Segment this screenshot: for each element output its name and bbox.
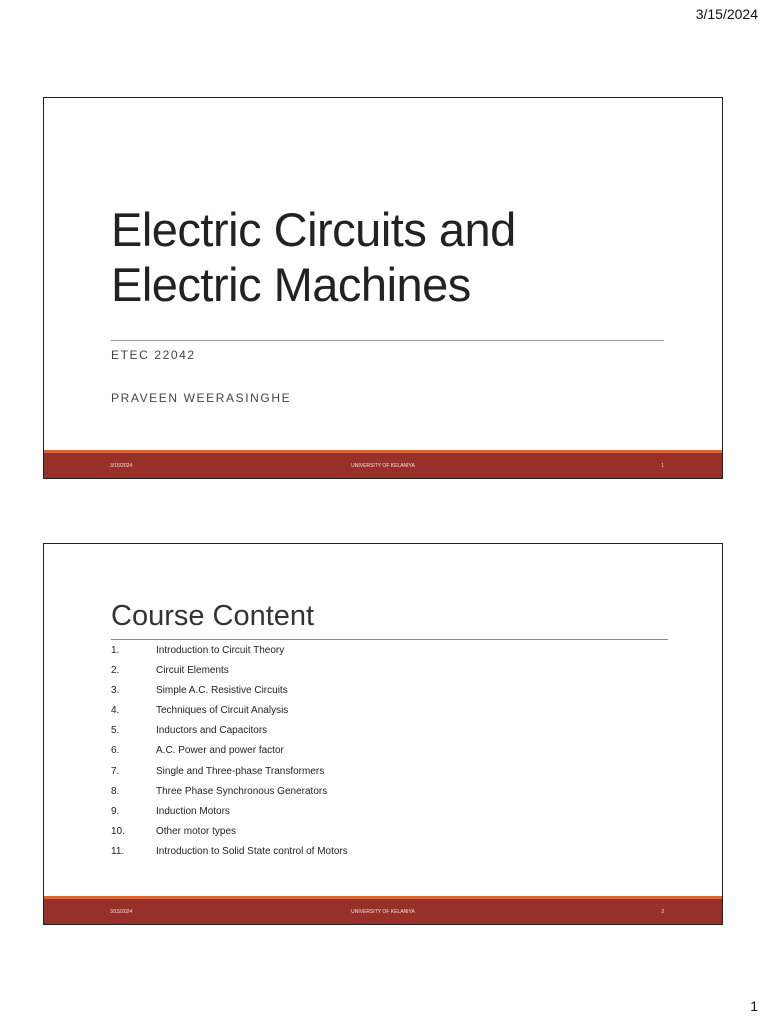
course-code: ETEC 22042 xyxy=(111,348,196,362)
slide-footer xyxy=(44,899,722,924)
list-item-number: 11. xyxy=(111,845,125,857)
list-item-number: 7. xyxy=(111,765,120,777)
slide-2 xyxy=(43,543,723,925)
list-item-number: 5. xyxy=(111,725,120,737)
footer-slide-number: 1 xyxy=(661,463,664,469)
page-number: 1 xyxy=(750,998,758,1014)
footer-slide-number: 2 xyxy=(661,909,664,915)
list-item-text: A.C. Power and power factor xyxy=(156,745,284,757)
list-item-text: Induction Motors xyxy=(156,805,230,817)
list-item-number: 4. xyxy=(111,705,120,717)
footer-date: 3/15/2024 xyxy=(110,909,133,915)
footer-institution: UNIVERSITY OF KELANIYA xyxy=(351,463,415,469)
list-item-text: Circuit Elements xyxy=(156,665,229,677)
footer-institution: UNIVERSITY OF KELANIYA xyxy=(351,909,415,915)
list-item-number: 3. xyxy=(111,685,120,697)
list-item-text: Other motor types xyxy=(156,825,237,837)
slide-1 xyxy=(43,97,723,479)
list-item-number: 6. xyxy=(111,745,120,757)
list-item-text: Introduction to Circuit Theory xyxy=(156,645,285,656)
list-item-text: Inductors and Capacitors xyxy=(156,725,268,737)
list-item-text: Simple A.C. Resistive Circuits xyxy=(156,685,288,697)
slide-title xyxy=(111,202,671,312)
list-item-text: Techniques of Circuit Analysis xyxy=(156,705,289,717)
list-item-number: 10. xyxy=(111,825,125,837)
list-item-number: 9. xyxy=(111,805,120,817)
list-item-text: Introduction to Solid State control of Motors xyxy=(156,845,348,857)
footer-date: 3/15/2024 xyxy=(110,463,133,469)
slide-title-line: Electric Circuits and xyxy=(111,203,516,256)
slide-heading: Course Content xyxy=(111,600,315,632)
page-date: 3/15/2024 xyxy=(695,6,758,22)
list-item-text: Single and Three-phase Transformers xyxy=(156,765,325,777)
slide-title-line: Electric Machines xyxy=(111,258,471,311)
author-name: PRAVEEN WEERASINGHE xyxy=(111,391,292,405)
list-item-text: Three Phase Synchronous Generators xyxy=(156,785,328,797)
title-divider xyxy=(111,340,664,341)
list-item-number: 1. xyxy=(111,645,120,656)
list-item-number: 2. xyxy=(111,665,120,677)
list-item-number: 8. xyxy=(111,785,120,797)
heading-divider xyxy=(111,639,668,640)
slide-footer xyxy=(44,453,722,478)
